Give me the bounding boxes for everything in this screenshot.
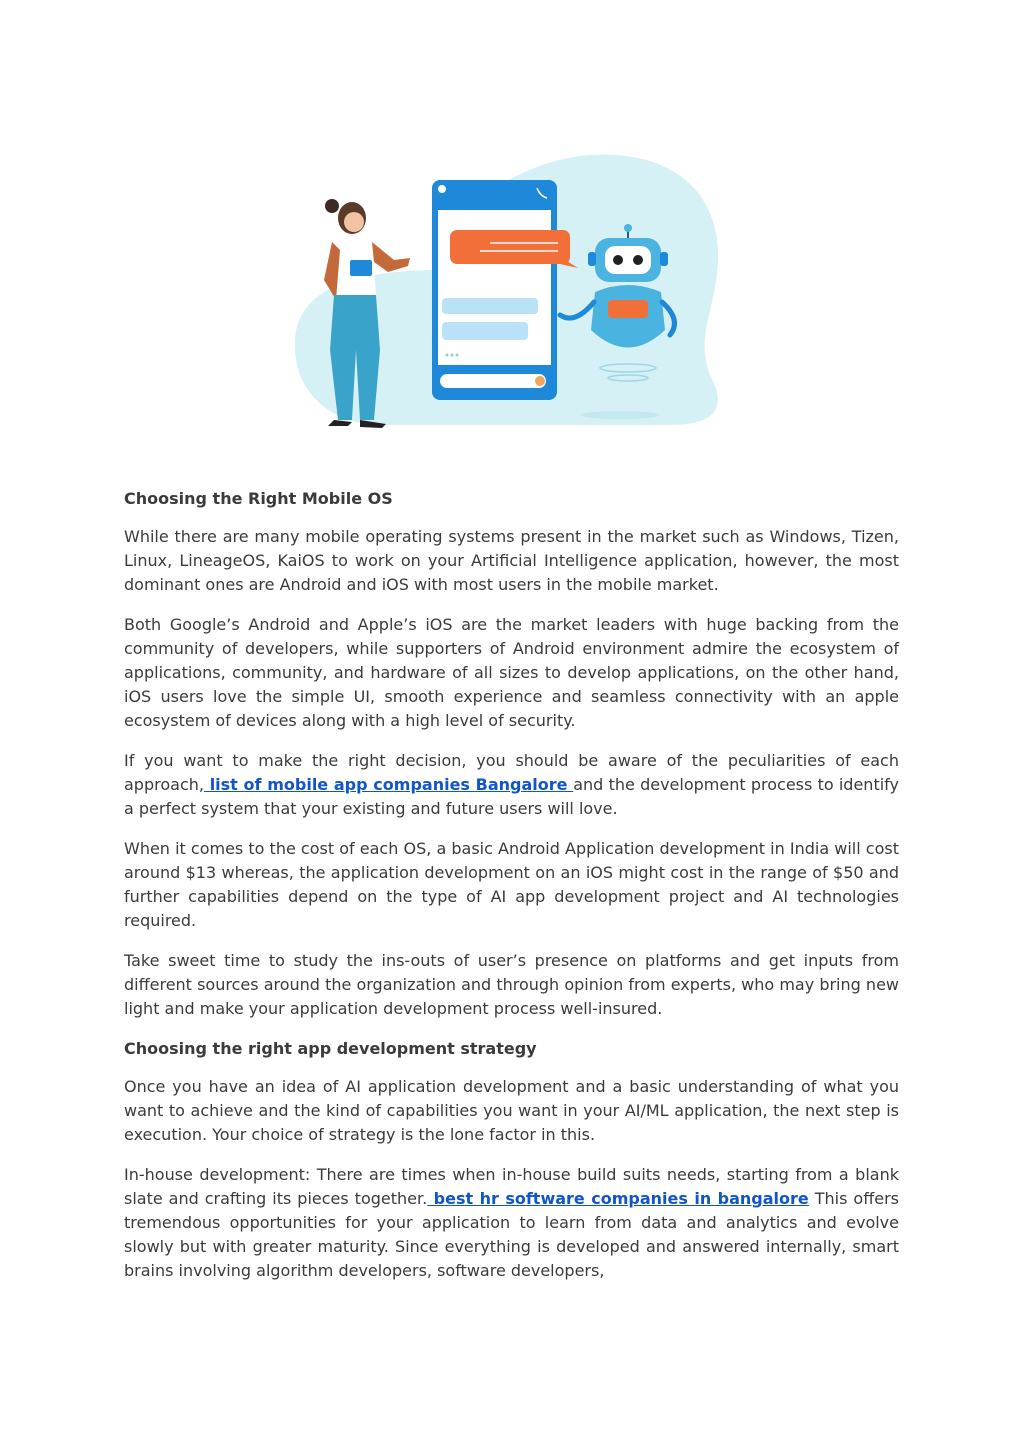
paragraph-mobile-os-intro: While there are many mobile operating systems present in the market such as Windows, Tizen, Linux, LineageOS, KaiOS to work on your Artificial Intelligence application, however, the most dominant ones are Android and iOS with most users in the mobile market. <box>124 527 899 594</box>
paragraph-study: Take sweet time to study the ins-outs of user’s presence on platforms and get inputs from different sources around the organization and through opinion from experts, who may bring new light and make your application development process well-insured. <box>124 951 899 1018</box>
paragraph-right-decision <box>124 749 899 821</box>
paragraph-text: and the development process to identify a perfect system that your existing and future users will love. <box>124 775 899 818</box>
paragraph-text: This offers tremendous opportunities for your application to learn from data and analytics and evolve slowly but with greater maturity. Since everything is developed and answered internally, smart brains involving algorithm developers, software developers, <box>124 1189 899 1280</box>
article-content <box>124 487 899 1299</box>
phone-mockup <box>432 180 557 400</box>
paragraph-android-ios: Both Google’s Android and Apple’s iOS are the market leaders with huge backing from the community of developers, while supporters of Android environment admire the ecosystem of applications, community, and hardware of all sizes to develop applications, on the other hand, iOS users love the simple UI, smooth experience and seamless connectivity with an apple ecosystem of devices along with a high level of security. <box>124 615 899 730</box>
paragraph-in-house <box>124 1163 899 1283</box>
chatbot-illustration-icon <box>290 150 740 435</box>
paragraph-strategy-intro: Once you have an idea of AI application development and a basic understanding of what you want to achieve and the kind of capabilities you want in your AI/ML application, the next step is execution. Your choice of strategy is the lone factor in this. <box>124 1077 899 1144</box>
section-heading-mobile-os: Choosing the Right Mobile OS <box>124 489 393 508</box>
paragraph-cost: When it comes to the cost of each OS, a basic Android Application development in India will cost around $13 whereas, the application development on an iOS might cost in the range of $50 and further capabilities depend on the type of AI app development project and AI technologies required. <box>124 839 899 930</box>
section-heading-strategy: Choosing the right app development strategy <box>124 1039 537 1058</box>
mobile-app-companies-link[interactable]: list of mobile app companies Bangalore <box>203 775 574 794</box>
paragraph-text: If you want to make the right decision, you should be aware of the peculiarities of each approach, <box>124 751 899 794</box>
orange-chat-bubble <box>450 230 578 268</box>
hr-software-companies-link[interactable]: best hr software companies in bangalore <box>427 1189 809 1208</box>
paragraph-text: In-house development: There are times when in-house build suits needs, starting from a blank slate and crafting its pieces together. <box>124 1165 899 1208</box>
